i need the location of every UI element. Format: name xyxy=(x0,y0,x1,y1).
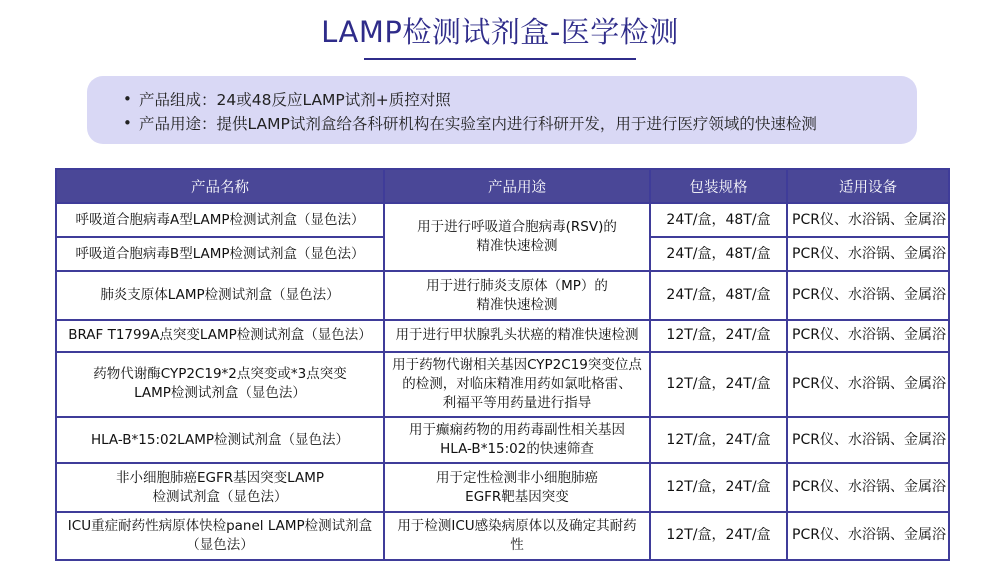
cell-equip: PCR仪、水浴锅、金属浴 xyxy=(788,321,948,351)
cell-name: 呼吸道合胞病毒A型LAMP检测试剂盒（显色法） xyxy=(57,204,383,236)
table-row xyxy=(57,513,948,559)
cell-equip: PCR仪、水浴锅、金属浴 xyxy=(788,204,948,236)
bullet-icon: • xyxy=(123,90,132,108)
cell-equip: PCR仪、水浴锅、金属浴 xyxy=(788,464,948,510)
cell-spec: 12T/盒，24T/盒 xyxy=(651,464,786,510)
title-underline xyxy=(364,58,636,60)
cell-use: 用于定性检测非小细胞肺癌 EGFR靶基因突变 xyxy=(385,464,649,510)
cell-equip: PCR仪、水浴锅、金属浴 xyxy=(788,418,948,462)
table-row xyxy=(57,464,948,510)
table-row xyxy=(57,272,948,318)
page-title: LAMP检测试剂盒-医学检测 xyxy=(321,15,679,49)
table-row xyxy=(57,418,948,462)
cell-spec: 12T/盒，24T/盒 xyxy=(651,418,786,462)
header-name: 产品名称 xyxy=(57,170,383,202)
cell-equip: PCR仪、水浴锅、金属浴 xyxy=(788,513,948,559)
cell-name: 药物代谢酶CYP2C19*2点突变或*3点突变 LAMP检测试剂盒（显色法） xyxy=(57,353,383,416)
cell-use: 用于进行呼吸道合胞病毒(RSV)的 精准快速检测 xyxy=(385,204,649,270)
cell-equip: PCR仪、水浴锅、金属浴 xyxy=(788,272,948,318)
cell-name: HLA-B*15:02LAMP检测试剂盒（显色法） xyxy=(57,418,383,462)
product-table xyxy=(55,168,950,561)
table-header-row xyxy=(57,170,948,202)
cell-spec: 24T/盒，48T/盒 xyxy=(651,272,786,318)
header-use: 产品用途 xyxy=(385,170,649,202)
cell-spec: 12T/盒，24T/盒 xyxy=(651,353,786,416)
header-spec: 包装规格 xyxy=(651,170,786,202)
cell-spec: 24T/盒，48T/盒 xyxy=(651,238,786,270)
cell-equip: PCR仪、水浴锅、金属浴 xyxy=(788,238,948,270)
bullet-icon: • xyxy=(123,114,132,132)
cell-name: 肺炎支原体LAMP检测试剂盒（显色法） xyxy=(57,272,383,318)
info-usage xyxy=(123,111,917,135)
table-row xyxy=(57,204,948,236)
table-row xyxy=(57,353,948,416)
cell-use: 用于癫痫药物的用药毒副性相关基因 HLA-B*15:02的快速筛查 xyxy=(385,418,649,462)
cell-use: 用于进行肺炎支原体（MP）的 精准快速检测 xyxy=(385,272,649,318)
info-composition-text: 产品组成：24或48反应LAMP试剂+质控对照 xyxy=(139,91,451,109)
cell-use: 用于药物代谢相关基因CYP2C19突变位点 的检测，对临床精准用药如氯吡格雷、 利福平等用药量进行指导 xyxy=(385,353,649,416)
info-usage-text: 产品用途：提供LAMP试剂盒给各科研机构在实验室内进行科研开发，用于进行医疗领域的快速检测 xyxy=(139,115,817,133)
product-info-box xyxy=(87,76,917,144)
cell-spec: 12T/盒，24T/盒 xyxy=(651,321,786,351)
cell-equip: PCR仪、水浴锅、金属浴 xyxy=(788,353,948,416)
cell-name: BRAF T1799A点突变LAMP检测试剂盒（显色法） xyxy=(57,321,383,351)
cell-spec: 24T/盒，48T/盒 xyxy=(651,204,786,236)
cell-name: ICU重症耐药性病原体快检panel LAMP检测试剂盒 （显色法） xyxy=(57,513,383,559)
header-equip: 适用设备 xyxy=(788,170,948,202)
cell-name: 呼吸道合胞病毒B型LAMP检测试剂盒（显色法） xyxy=(57,238,383,270)
cell-name: 非小细胞肺癌EGFR基因突变LAMP 检测试剂盒（显色法） xyxy=(57,464,383,510)
cell-use: 用于检测ICU感染病原体以及确定其耐药 性 xyxy=(385,513,649,559)
cell-use: 用于进行甲状腺乳头状癌的精准快速检测 xyxy=(385,321,649,351)
table-row xyxy=(57,321,948,351)
cell-spec: 12T/盒，24T/盒 xyxy=(651,513,786,559)
info-composition xyxy=(123,87,917,111)
